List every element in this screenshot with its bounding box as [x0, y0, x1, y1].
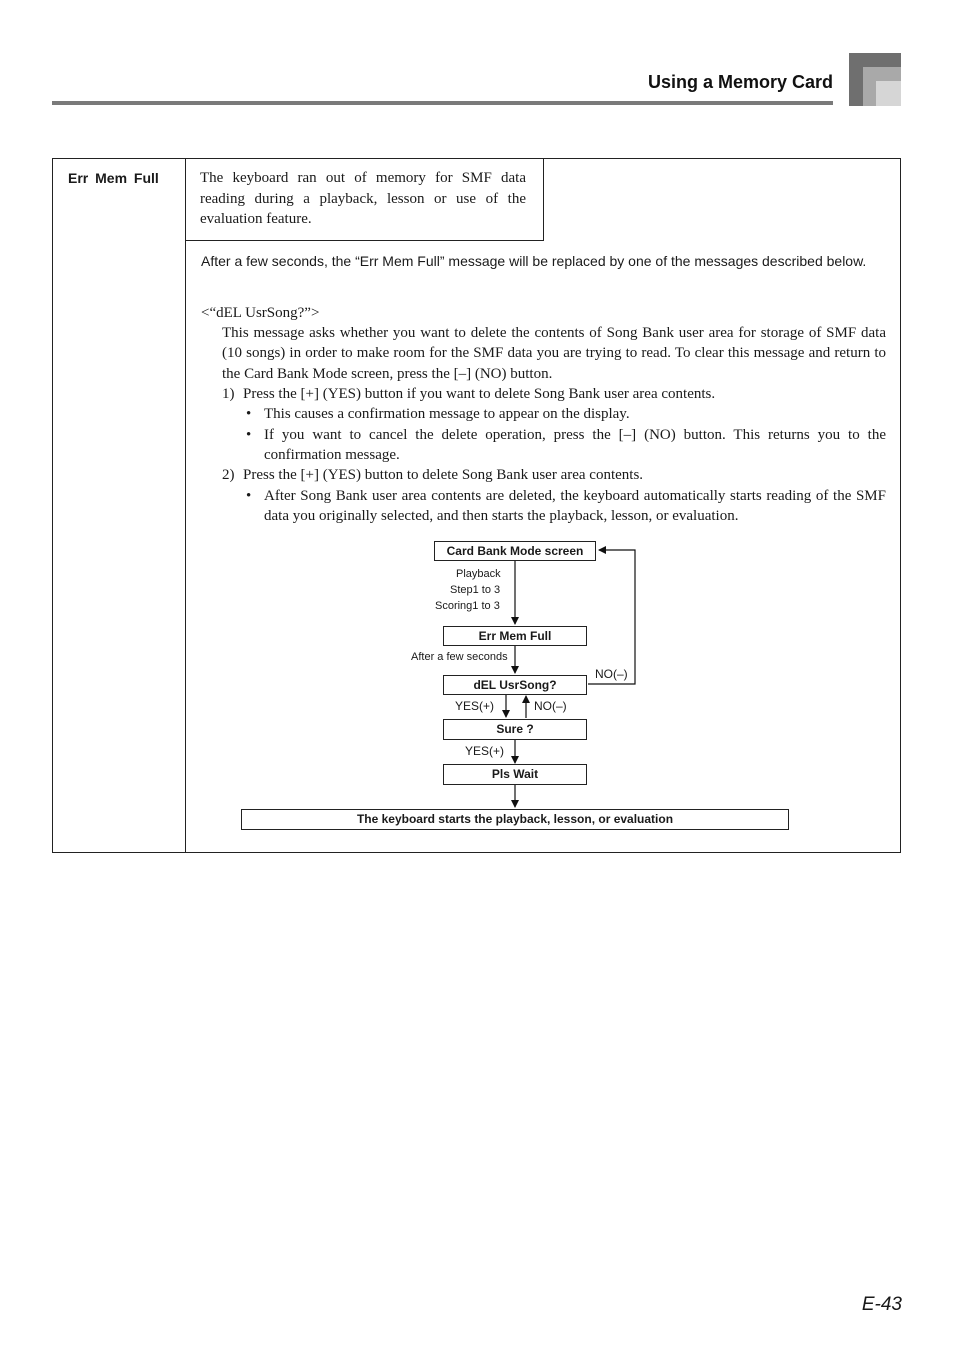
page-header-title: Using a Memory Card — [647, 72, 833, 92]
message-paragraph: This message asks whether you want to delete the contents of Song Bank user area for storage of SMF data (10 songs) in order to make room for the SMF data you are trying to read. To clear this message and return to the Card Bank Mode screen, press the [–] (NO) button. — [222, 325, 886, 382]
flow-label-yes: YES(+) — [455, 699, 495, 713]
bullet-text: After Song Bank user area contents are deleted, the keyboard automatically starts reading of the SMF data you originally selected, and then starts the playback, lesson, or evaluation. — [264, 488, 886, 525]
message-heading: <“dEL UsrSong?”> — [201, 305, 320, 321]
flow-box-card-bank-mode: Card Bank Mode screen — [434, 541, 596, 561]
error-description: The keyboard ran out of memory for SMF data reading during a playback, lesson or use of the evaluation feature. — [200, 170, 526, 227]
flow-label-no-loop: NO(–) — [595, 667, 628, 681]
arrow-no-loop — [588, 550, 635, 684]
flow-label-step: Step1 to 3 — [450, 584, 501, 596]
bullet-dot: • — [246, 488, 252, 504]
flow-box-starts-playback: The keyboard starts the playback, lesson, or evaluation — [241, 809, 789, 830]
flow-box-del-usrsong: dEL UsrSong? — [443, 675, 587, 695]
flow-label-no: NO(–) — [534, 699, 567, 713]
flow-box-pls-wait: Pls Wait — [443, 764, 587, 785]
bullet-dot: • — [246, 427, 252, 443]
bullet-text: This causes a confirmation message to appear on the display. — [264, 406, 630, 422]
step-number: 1) — [222, 386, 235, 402]
flow-box-sure: Sure ? — [443, 719, 587, 740]
flow-box-err-mem-full: Err Mem Full — [443, 626, 587, 646]
step-text: Press the [+] (YES) button if you want to delete Song Bank user area contents. — [243, 386, 716, 402]
bullet-dot: • — [246, 406, 252, 422]
page-number: E-43 — [861, 1294, 902, 1315]
intro-text: After a few seconds, the “Err Mem Full” message will be replaced by one of the messages described below. — [201, 253, 867, 269]
step-number: 2) — [222, 467, 235, 483]
error-label: Err Mem Full — [68, 170, 159, 186]
flow-label-after-few-seconds: After a few seconds — [411, 651, 508, 663]
step-text: Press the [+] (YES) button to delete Song Bank user area contents. — [243, 467, 644, 483]
flow-label-playback: Playback — [456, 568, 501, 580]
bullet-text: If you want to cancel the delete operation, press the [–] (NO) button. This returns you to the confirmation message. — [264, 427, 886, 464]
flow-label-scoring: Scoring1 to 3 — [435, 600, 500, 612]
flow-label-yes-confirm: YES(+) — [465, 744, 505, 758]
